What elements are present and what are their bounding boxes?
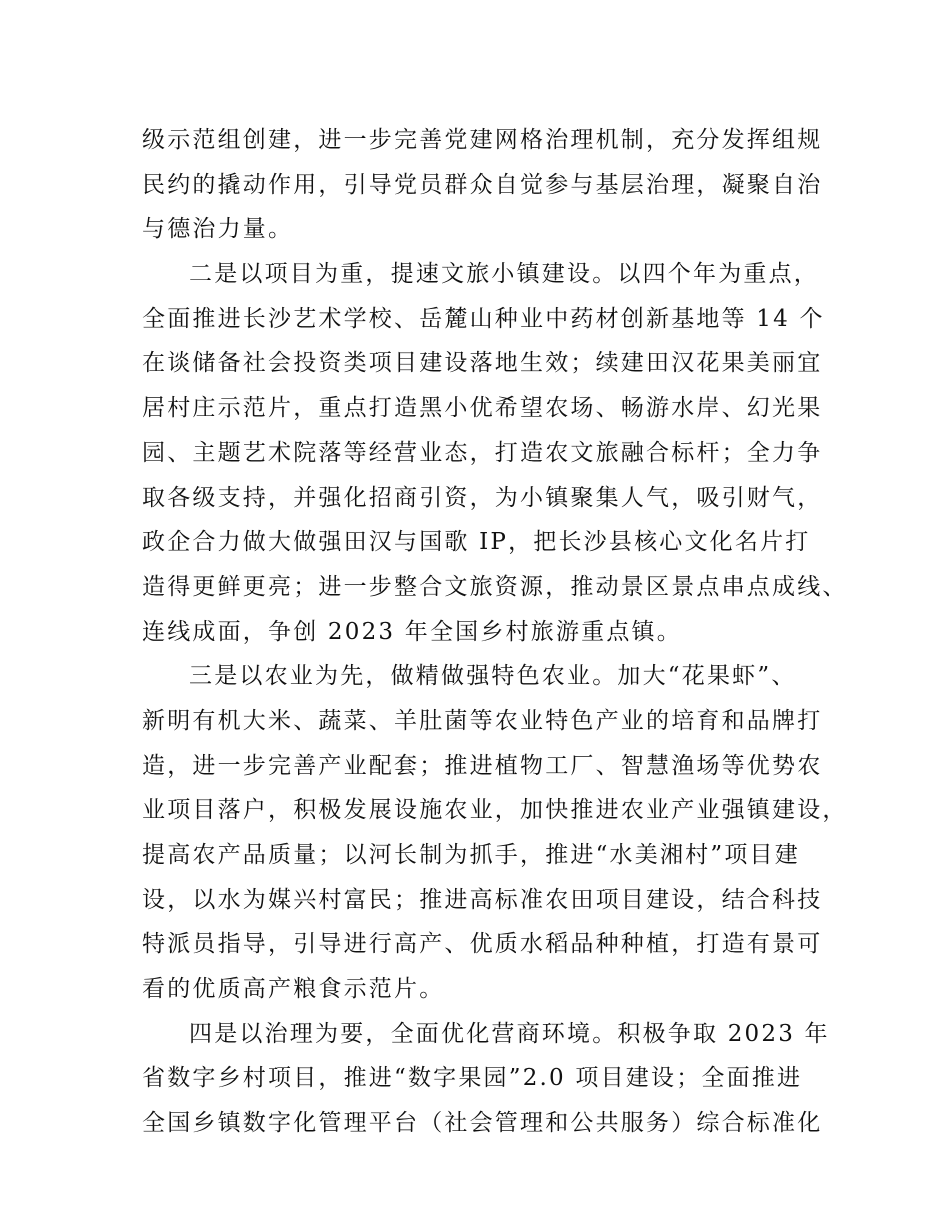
text-line: 居村庄示范片，重点打造黑小优希望农场、畅游水岸、幻光果 <box>142 395 823 422</box>
text-line: 与德治力量。 <box>142 216 294 243</box>
text-line: 四是以治理为要，全面优化营商环境。积极争取 2023 年 <box>189 1020 830 1047</box>
text-line: 新明有机大米、蔬菜、羊肚菌等农业特色产业的培育和品牌打 <box>142 707 823 734</box>
text-line: 级示范组创建，进一步完善党建网格治理机制，充分发挥组规 <box>142 127 823 153</box>
text-line: 园、主题艺术院落等经营业态，打造农文旅融合标杆；全力争 <box>142 439 823 466</box>
text-line: 特派员指导，引导进行高产、优质水稻品种种植，打造有景可 <box>142 931 823 958</box>
text-line: 业项目落户，积极发展设施农业，加快推进农业产业强镇建设， <box>142 797 848 824</box>
text-line: 看的优质高产粮食示范片。 <box>142 976 445 1003</box>
text-line: 提高农产品质量；以河长制为抓手，推进“水美湘村”项目建 <box>142 842 800 868</box>
body-text <box>142 118 848 1146</box>
text-line: 全面推进长沙艺术学校、岳麓山种业中药材创新基地等 14 个 <box>142 305 825 332</box>
text-line: 省数字乡村项目，推进“数字果园”2.0 项目建设；全面推进 <box>142 1065 803 1092</box>
text-line: 全国乡镇数字化管理平台（社会管理和公共服务）综合标准化 <box>142 1110 823 1137</box>
text-line: 造得更鲜更亮；进一步整合文旅资源，推动景区景点串点成线、 <box>142 573 848 600</box>
text-line: 民约的撬动作用，引导党员群众自觉参与基层治理，凝聚自治 <box>142 171 823 198</box>
text-line: 政企合力做大做强田汉与国歌 IP，把长沙县核心文化名片打 <box>142 529 811 556</box>
text-line: 设，以水为媒兴村富民；推进高标准农田项目建设，结合科技 <box>142 886 823 913</box>
text-line: 三是以农业为先，做精做强特色农业。加大“花果虾”、 <box>189 663 797 690</box>
text-line: 在谈储备社会投资类项目建设落地生效；续建田汉花果美丽宜 <box>142 350 823 377</box>
text-line: 取各级支持，并强化招商引资，为小镇聚集人气，吸引财气， <box>142 484 823 511</box>
text-line: 造，进一步完善产业配套；推进植物工厂、智慧渔场等优势农 <box>142 752 823 779</box>
text-line: 连线成面，争创 2023 年全国乡村旅游重点镇。 <box>142 618 682 645</box>
text-line: 二是以项目为重，提速文旅小镇建设。以四个年为重点， <box>189 261 819 288</box>
